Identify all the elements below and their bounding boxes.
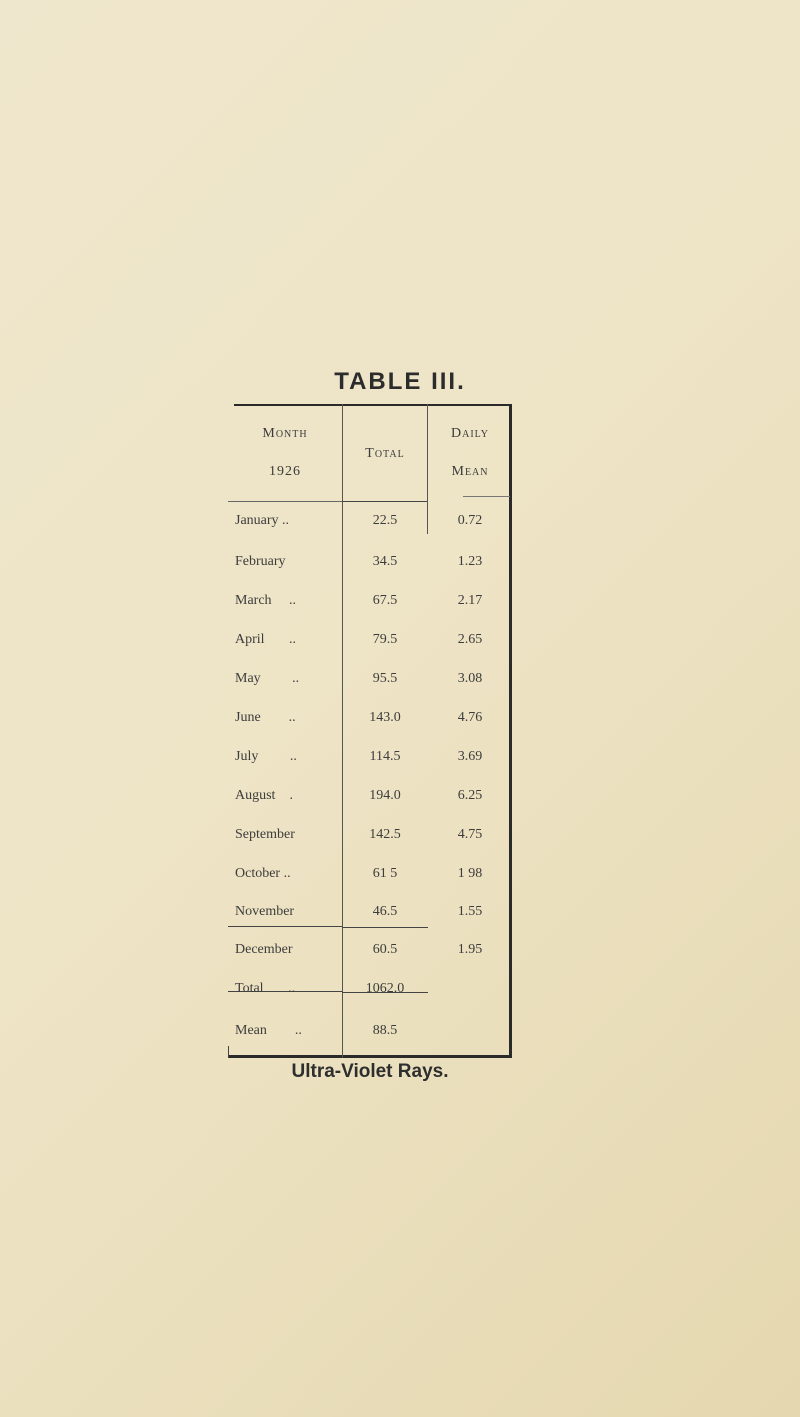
mean-cell: 3.69 <box>457 749 483 764</box>
table-row <box>228 942 512 962</box>
total-cell: 143.0 <box>369 710 401 725</box>
mean-value: 88.5 <box>372 1023 398 1038</box>
total-cell: 22.5 <box>372 513 398 528</box>
data-table <box>228 404 512 1058</box>
table-row <box>228 749 512 769</box>
table-title: TABLE III. <box>334 368 466 395</box>
header-total: Total <box>365 446 405 461</box>
table-bottom-border <box>228 1055 512 1058</box>
table-caption: Ultra-Violet Rays. <box>291 1061 449 1082</box>
month-cell: March .. <box>235 593 297 608</box>
month-cell: December <box>235 942 293 957</box>
header-rule <box>463 496 510 497</box>
header-year: 1926 <box>269 464 301 479</box>
month-cell: August . <box>235 788 293 803</box>
month-cell: February <box>235 554 286 569</box>
mean-cell: 1.95 <box>457 942 483 957</box>
total-value: 1062.0 <box>365 981 405 996</box>
total-cell: 61 5 <box>372 866 398 881</box>
month-cell: November <box>235 904 295 919</box>
mean-cell: 1.23 <box>457 554 483 569</box>
table-row <box>228 671 512 691</box>
mean-cell: 4.76 <box>457 710 483 725</box>
mean-row <box>228 1023 512 1043</box>
left-tick <box>228 1046 229 1058</box>
table-row <box>228 904 512 924</box>
month-cell: May .. <box>235 671 300 686</box>
header-month: Month <box>262 426 308 441</box>
table-row <box>228 593 512 613</box>
table-row <box>228 827 512 847</box>
total-cell: 114.5 <box>369 749 401 764</box>
table-row <box>228 632 512 652</box>
mean-cell: 1.55 <box>457 904 483 919</box>
total-cell: 142.5 <box>369 827 401 842</box>
month-cell: April .. <box>235 632 297 647</box>
total-cell: 67.5 <box>372 593 398 608</box>
total-label: Total .. <box>235 981 296 996</box>
mean-cell: 3.08 <box>457 671 483 686</box>
table-top-border <box>234 404 512 406</box>
table-row <box>228 866 512 886</box>
header-rule <box>228 501 342 502</box>
total-cell: 60.5 <box>372 942 398 957</box>
month-cell: January .. <box>235 513 290 528</box>
month-cell: October .. <box>235 866 291 881</box>
total-rule <box>342 927 428 928</box>
total-cell: 34.5 <box>372 554 398 569</box>
total-cell: 95.5 <box>372 671 398 686</box>
table-row <box>228 554 512 574</box>
table-row <box>228 513 512 533</box>
total-cell: 79.5 <box>372 632 398 647</box>
table-row <box>228 710 512 730</box>
total-cell: 194.0 <box>369 788 401 803</box>
total-cell: 46.5 <box>372 904 398 919</box>
total-rule <box>228 926 342 927</box>
month-cell: June .. <box>235 710 296 725</box>
month-cell: September <box>235 827 295 842</box>
mean-label: Mean .. <box>235 1023 302 1038</box>
table-row <box>228 788 512 808</box>
mean-cell: 0.72 <box>457 513 483 528</box>
mean-cell: 4.75 <box>457 827 483 842</box>
header-mean: Mean <box>451 464 489 479</box>
month-cell: July .. <box>235 749 297 764</box>
mean-cell: 2.65 <box>457 632 483 647</box>
header-daily: Daily <box>451 426 489 441</box>
total-row <box>228 981 512 1001</box>
mean-cell: 6.25 <box>457 788 483 803</box>
mean-cell: 2.17 <box>457 593 483 608</box>
header-rule <box>342 501 427 502</box>
mean-cell: 1 98 <box>457 866 483 881</box>
